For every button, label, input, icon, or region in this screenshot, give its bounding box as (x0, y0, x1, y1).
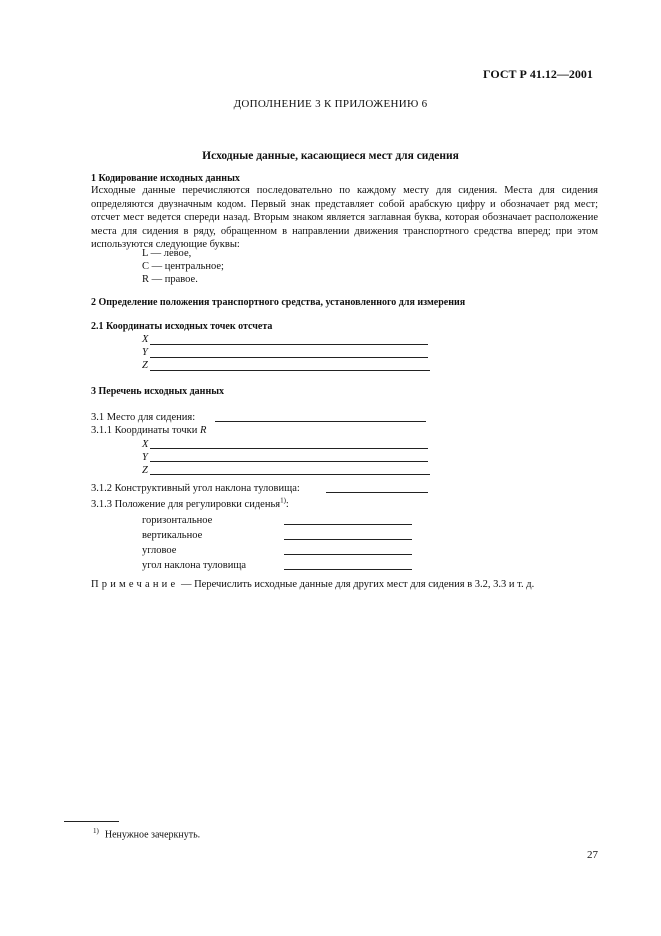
point-r-symbol: R (200, 425, 207, 436)
page-number: 27 (587, 849, 598, 861)
item-3-1-2-label: 3.1.2 Конструктивный угол наклона туловища: (91, 483, 300, 494)
position-vertical-label: вертикальное (142, 530, 203, 541)
section-title: Исходные данные, касающиеся мест для сидения (202, 150, 459, 162)
section-3-heading: 3 Перечень исходных данных (91, 386, 225, 397)
point-r-y-field[interactable] (150, 461, 428, 462)
axis-y-field[interactable] (150, 357, 428, 358)
letter-code-C: C — центральное; (142, 261, 224, 272)
annex-title: ДОПОЛНЕНИЕ 3 К ПРИЛОЖЕНИЮ 6 (233, 98, 428, 110)
point-r-x-label: X (142, 439, 149, 450)
section-1-paragraph: Исходные данные перечисляются последовательно по каждому месту для сидения. Места для сидения определяются двузначным кодом. Первый знак представляет собой арабскую цифру и обозначает ряд мест; отсчет мест ведется спереди назад. Вторым знаком является заглавная буква, которая обозначает расположение места для сидения в ряду, обращенном в направлении движения транспортного средства вперед; при этом используются следующие буквы: (91, 185, 598, 250)
letter-code-L: L — левое, (142, 248, 192, 259)
axis-y-label: Y (142, 347, 148, 358)
position-angular-label: угловое (142, 545, 177, 556)
footnote-marker: 1) (93, 827, 99, 835)
seat-place-field[interactable] (215, 421, 426, 422)
note-label: Примечание (91, 579, 179, 590)
position-torso-angle-field[interactable] (284, 569, 412, 570)
axis-x-field[interactable] (150, 344, 428, 345)
point-r-z-field[interactable] (150, 474, 430, 475)
footnote-text: Ненужное зачеркнуть. (104, 829, 201, 841)
note-text: — Перечислить исходные данные для других мест для сидения в 3.2, 3.3 и т. д. (178, 579, 535, 590)
item-3-1-1-label: 3.1.1 Координаты точки R (91, 425, 207, 436)
section-2-heading: 2 Определение положения транспортного средства, установленного для измерения (91, 297, 466, 308)
position-horizontal-label: горизонтальное (142, 515, 213, 526)
position-horizontal-field[interactable] (284, 524, 412, 525)
footnote-rule (64, 821, 119, 822)
letter-code-R: R — правое. (142, 274, 198, 285)
axis-x-label: X (142, 334, 149, 345)
axis-z-field[interactable] (150, 370, 430, 371)
document-code: ГОСТ Р 41.12—2001 (483, 67, 593, 81)
note (91, 578, 534, 592)
position-vertical-field[interactable] (284, 539, 412, 540)
item-3-1-label: 3.1 Место для сидения: (91, 412, 196, 423)
point-r-y-label: Y (142, 452, 148, 463)
footnote (93, 827, 200, 841)
axis-z-label: Z (142, 360, 148, 371)
torso-angle-field[interactable] (326, 492, 428, 493)
position-torso-angle-label: угол наклона туловища (142, 560, 247, 571)
footnote-ref: 1) (280, 496, 286, 505)
point-r-z-label: Z (142, 465, 148, 476)
item-3-1-3-label: 3.1.3 Положение для регулировки сиденья$^{1)}$: (91, 496, 289, 510)
point-r-x-field[interactable] (150, 448, 428, 449)
section-2-1-heading: 2.1 Координаты исходных точек отсчета (91, 321, 273, 332)
section-1-heading: 1 Кодирование исходных данных (91, 173, 240, 184)
position-angular-field[interactable] (284, 554, 412, 555)
